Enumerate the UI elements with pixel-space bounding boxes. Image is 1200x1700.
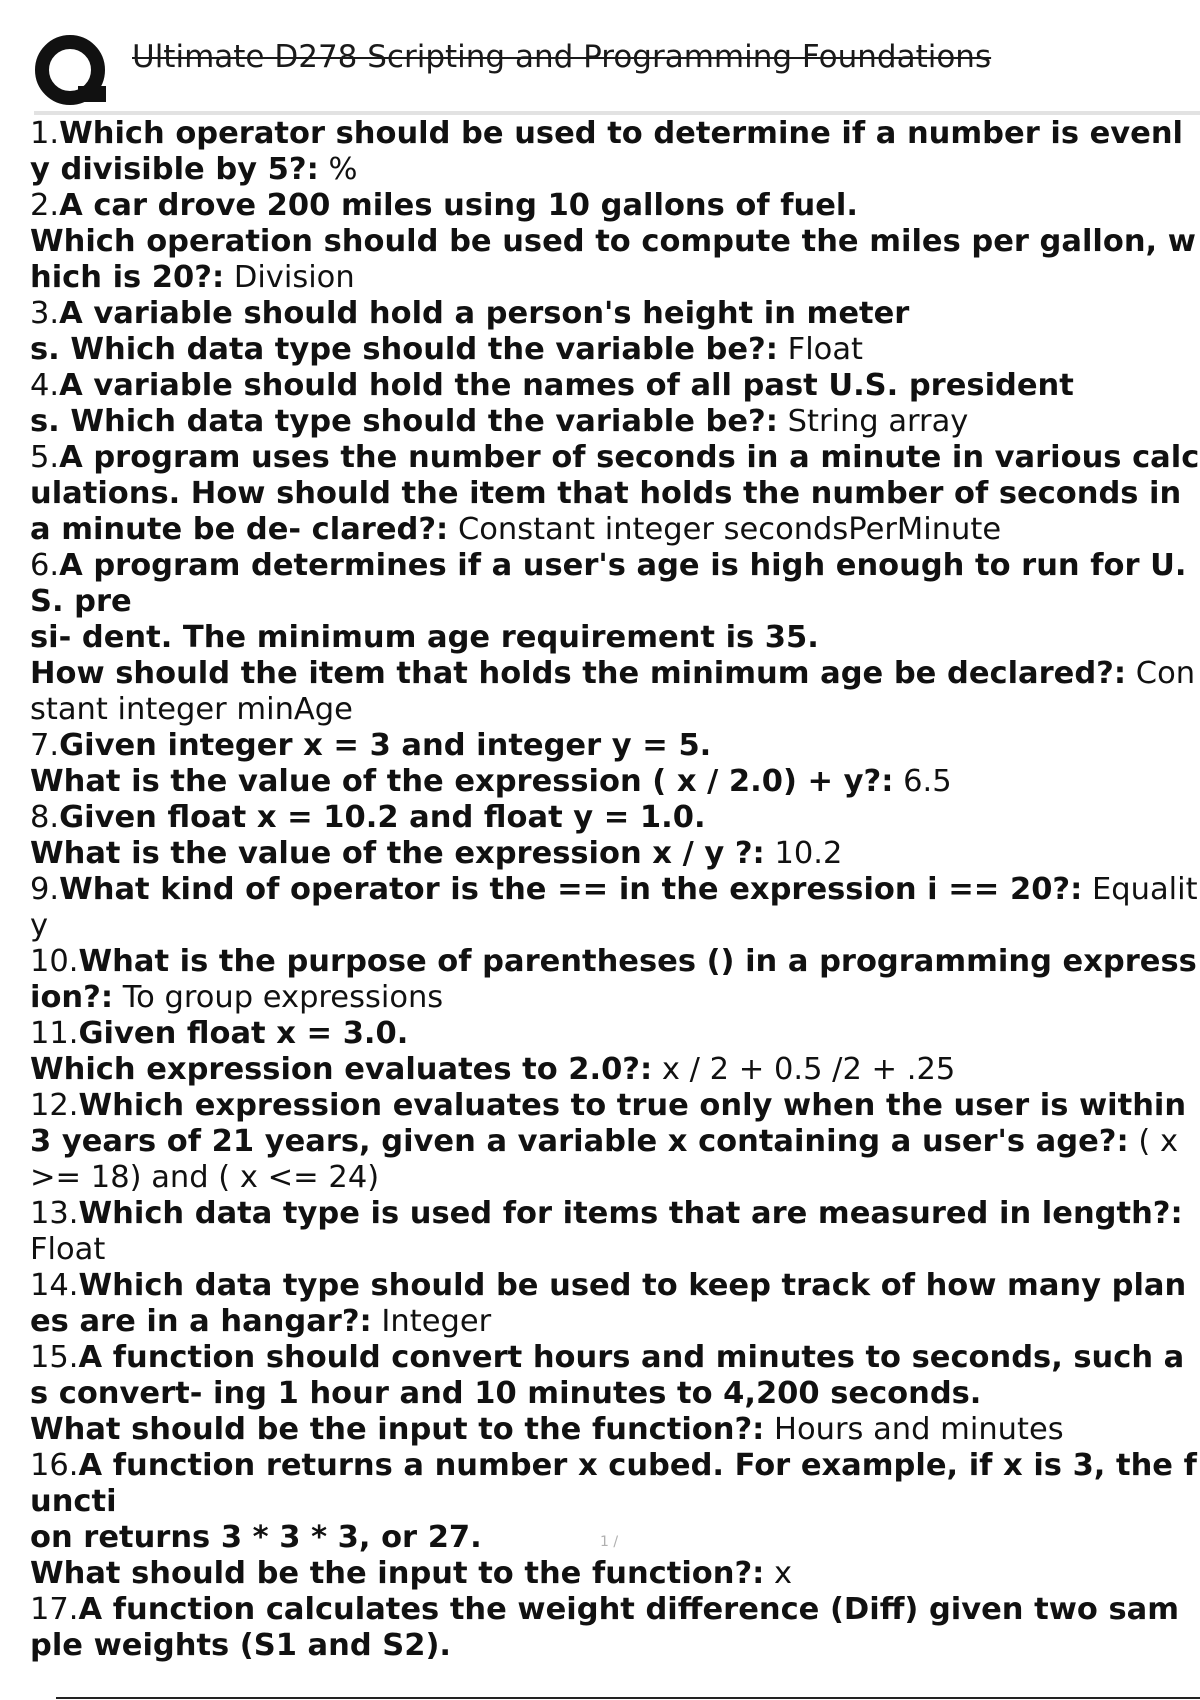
qa-item (30, 872, 1200, 944)
document-header (0, 0, 1200, 118)
qa-item (30, 1448, 1200, 1592)
qa-item (30, 728, 1200, 800)
qa-item (30, 1268, 1200, 1340)
qa-item (30, 1340, 1200, 1448)
question-number: 11. (30, 1016, 79, 1051)
question-text: A function returns a number x cubed. For example, if x is 3, the functi on returns 3 * 3 * 3, or 27. What should be the input to the function?: (30, 1448, 1197, 1591)
qa-item (30, 116, 1200, 188)
answer-text: Constant integer secondsPerMinute (448, 512, 1002, 547)
answer-text: x / 2 + 0.5 /2 + .25 (652, 1052, 956, 1087)
question-number: 15. (30, 1340, 79, 1375)
footer-divider (56, 1697, 1200, 1699)
header-divider (34, 111, 1200, 115)
question-text: A variable should hold the names of all past U.S. president s. Which data type should the variable be?: (30, 368, 1074, 439)
answer-text: Integer (371, 1304, 492, 1339)
question-answer-list (30, 116, 1200, 1664)
answer-text: % (318, 152, 358, 187)
question-number: 1. (30, 116, 60, 151)
answer-text: 10.2 (764, 836, 843, 871)
question-text: A variable should hold a person's height in meter s. Which data type should the variable be?: (30, 296, 910, 367)
qa-item (30, 440, 1200, 548)
question-number: 6. (30, 548, 60, 583)
qa-item (30, 548, 1200, 728)
quizlet-q-logo-icon (34, 34, 110, 110)
qa-item (30, 1592, 1200, 1664)
qa-item (30, 1196, 1200, 1268)
answer-text: Equality (30, 872, 1198, 943)
qa-item (30, 800, 1200, 872)
question-number: 13. (30, 1196, 79, 1231)
qa-item (30, 1016, 1200, 1088)
answer-text: String array (777, 404, 969, 439)
answer-text: Division (224, 260, 355, 295)
answer-text: Float (30, 1232, 106, 1267)
question-number: 2. (30, 188, 60, 223)
question-number: 7. (30, 728, 60, 763)
qa-item (30, 296, 1200, 368)
question-text: Given float x = 10.2 and float y = 1.0. What is the value of the expression x / y ?: (30, 800, 765, 871)
qa-item (30, 368, 1200, 440)
question-number: 4. (30, 368, 60, 403)
qa-item (30, 944, 1200, 1016)
question-number: 16. (30, 1448, 79, 1483)
answer-text: To group expressions (113, 980, 444, 1015)
question-number: 14. (30, 1268, 79, 1303)
question-text: Which data type is used for items that are measured in length?: (78, 1196, 1183, 1231)
question-text: Which data type should be used to keep track of how many planes are in a hangar?: (30, 1268, 1187, 1339)
question-number: 17. (30, 1592, 79, 1627)
answer-text: ( x >= 18) and ( x <= 24) (30, 1124, 1178, 1195)
question-text: What is the purpose of parentheses () in a programming expression?: (30, 944, 1197, 1015)
question-number: 5. (30, 440, 60, 475)
answer-text: Hours and minutes (764, 1412, 1064, 1447)
question-text: A car drove 200 miles using 10 gallons of fuel. Which operation should be used to compute the miles per gallon, which is 20?: (30, 188, 1196, 295)
question-text: Which operator should be used to determine if a number is evenly divisible by 5?: (30, 116, 1184, 187)
question-text: A program determines if a user's age is high enough to run for U.S. pre si- dent. The minimum age requirement is 35. How should the item that holds the minimum age be declared?: (30, 548, 1187, 691)
question-number: 9. (30, 872, 60, 907)
question-number: 10. (30, 944, 79, 979)
question-number: 12. (30, 1088, 79, 1123)
question-number: 3. (30, 296, 60, 331)
answer-text: 6.5 (893, 764, 952, 799)
answer-text: x (764, 1556, 793, 1591)
question-text: A function calculates the weight difference (Diff) given two sample weights (S1 and S2). (30, 1592, 1179, 1663)
question-text: Given integer x = 3 and integer y = 5. What is the value of the expression ( x / 2.0) + y?: (30, 728, 894, 799)
page-number: 1 / (600, 1534, 619, 1550)
question-number: 8. (30, 800, 60, 835)
qa-item (30, 188, 1200, 296)
question-text: Which expression evaluates to true only when the user is within 3 years of 21 years, given a variable x containing a user's age?: (30, 1088, 1187, 1159)
document-title: Ultimate D278 Scripting and Programming Foundations (132, 39, 992, 75)
question-text: A program uses the number of seconds in a minute in various calculations. How should the item that holds the number of seconds in a minute be de- clared?: (30, 440, 1200, 547)
answer-text: Float (777, 332, 863, 367)
qa-item (30, 1088, 1200, 1196)
question-text: Given float x = 3.0. Which expression evaluates to 2.0?: (30, 1016, 653, 1087)
question-text: A function should convert hours and minutes to seconds, such as convert- ing 1 hour and 10 minutes to 4,200 seconds. What should be the input to the function?: (30, 1340, 1185, 1447)
answer-text: Constant integer minAge (30, 656, 1196, 727)
question-text: What kind of operator is the == in the expression i == 20?: (59, 872, 1083, 907)
